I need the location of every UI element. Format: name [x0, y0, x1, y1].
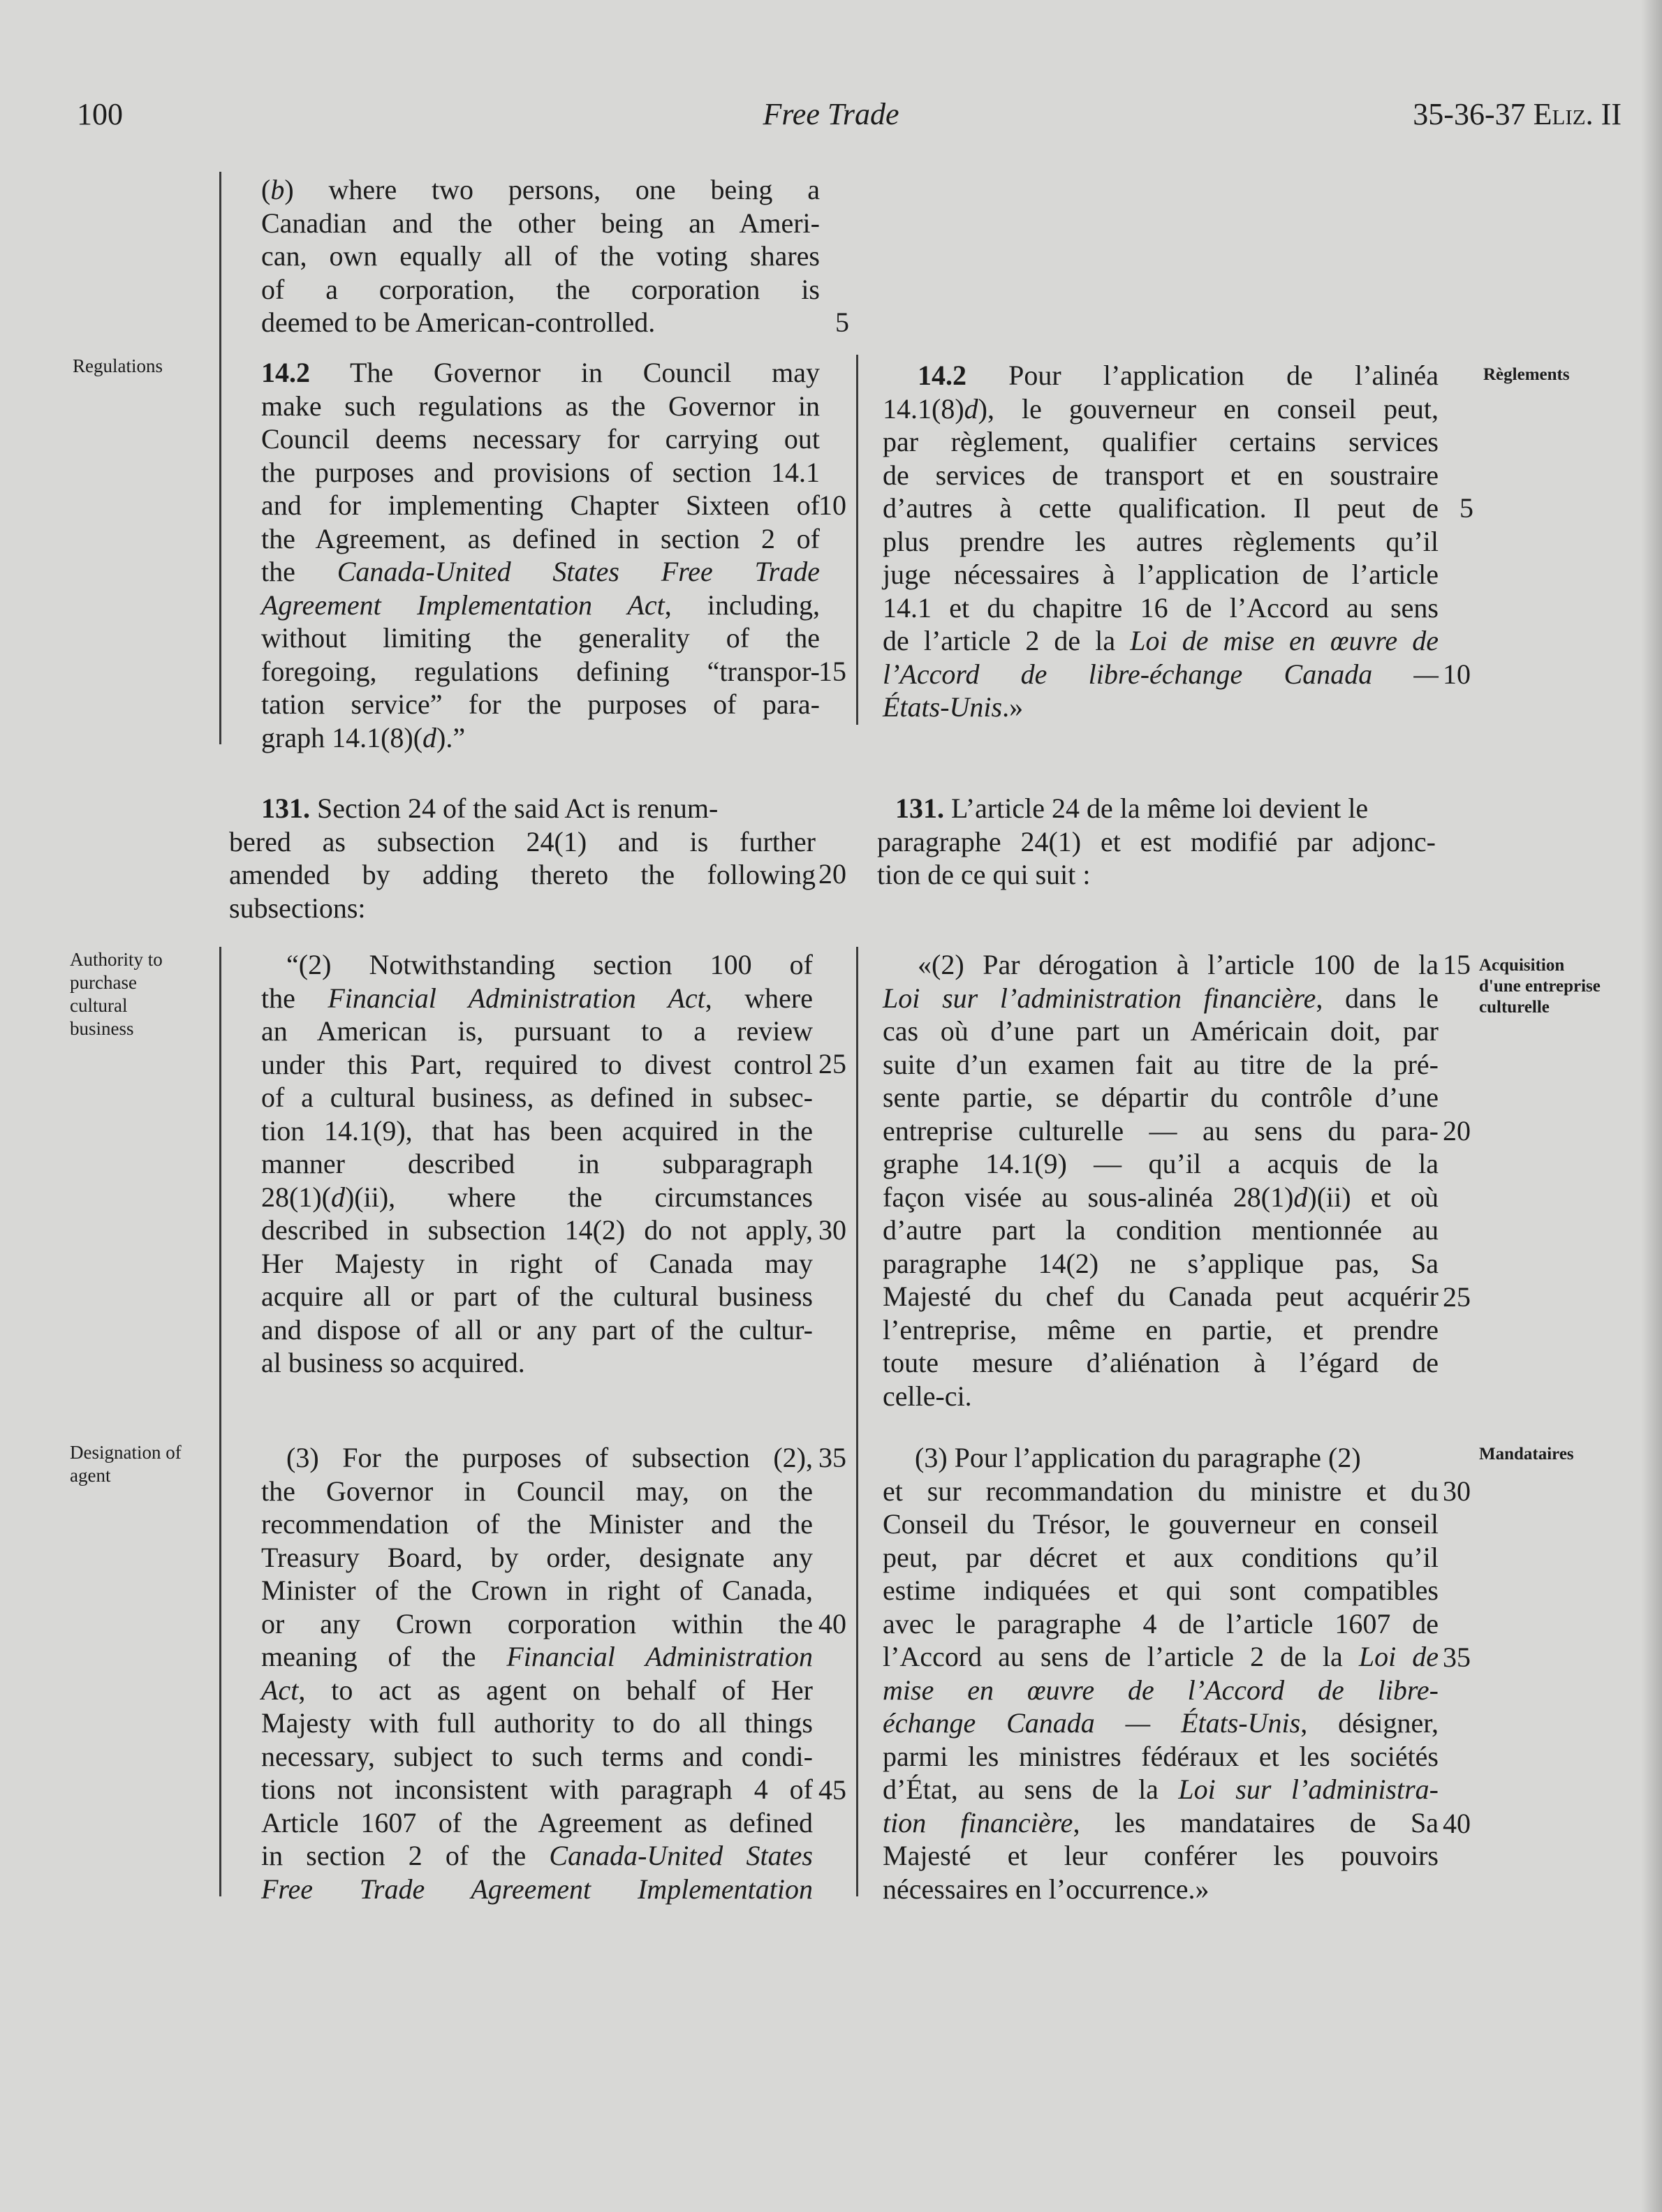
french-line-number: 40 — [1443, 1808, 1471, 1839]
french-line-number: 25 — [1443, 1281, 1471, 1313]
french-line-number: 20 — [1443, 1115, 1471, 1146]
english-line-number: 20 — [818, 858, 846, 890]
running-title: Free Trade — [763, 97, 899, 131]
margin-note-reglements: Règlements — [1483, 365, 1570, 384]
english-line-number: 10 — [818, 489, 846, 521]
page-edge-shadow — [1641, 0, 1662, 2212]
margin-note-acquisition: Acquisition d'une entreprise culturelle — [1479, 956, 1601, 1017]
english-line-number: 40 — [818, 1608, 846, 1639]
english-line-number: 25 — [818, 1048, 846, 1079]
french-section-131: 131. L’article 24 de la même loi devient le paragraphe 24(1) et est modifié par adjonc- tion de ce qui suit : — [877, 792, 1436, 890]
english-subsection-3: (3) For the purposes of subsection (2), the Governor in Council may, on the recommendation of the Minister and the Treasury Board, by order, designate any Minister of the Crown in right of Canada, or any Crown corporation within the meaning of the Financial Administration Act, to act as agent on behalf of Her Majesty with full authority to do all things necessary, subject to such terms and condi- tions not inconsistent with paragraph 4 of Article 1607 of the Agreement as defined in section 2 of the Canada-United States Free Trade Agreement Implementation — [261, 1442, 813, 1905]
margin-note-regulations: Regulations — [73, 355, 163, 376]
french-line-number: 5 — [1459, 492, 1473, 524]
french-line-number: 15 — [1443, 949, 1471, 980]
french-subsection-2: «(2) Par dérogation à l’article 100 de la Loi sur l’administration financière, dans le cas où d’une part un Américain doit, par suite d’un examen fait au titre de la pré- sente partie, se départir du contrôle d’une entreprise culturelle — au sens du para- graphe 14.1(9) — qu’il a acquis de la façon visée au sous-alinéa 28(1)d)(ii) et où d’autre part la condition mentionnée au paragraphe 14(2) ne s’applique pas, Sa Majesté du chef du Canada peut acquérir l’entreprise, même en partie, et prendre toute mesure d’aliénation à l’égard de celle-ci. — [883, 949, 1439, 1412]
french-section-14-2: 14.2 Pour l’application de l’alinéa 14.1(8)d), le gouverneur en conseil peut, par règlement, qualifier certains services de services de transport et en soustraire d’autres à cette qualification. Il peut de plus prendre les autres règlements qu’il juge nécessaires à l’application de l’article 14.1 et du chapitre 16 de l’Accord au sens de l’article 2 de la Loi de mise en œuvre de l’Accord de libre-échange Canada — États-Unis.» — [883, 360, 1439, 723]
english-subsection-2: “(2) Notwithstanding section 100 of the Financial Administration Act, where an American is, pursuant to a review under this Part, required to divest control of a cultural business, as defined in subsec- tion 14.1(9), that has been acquired in the manner described in subparagraph 28(1)(d)(ii), where the circumstances described in subsection 14(2) do not apply, Her Majesty in right of Canada may acquire all or part of the cultural business and dispose of all or any part of the cultur- al business so acquired. — [261, 949, 813, 1378]
margin-note-authority: Authority to purchase cultural business — [70, 949, 163, 1039]
english-line-number: 35 — [818, 1442, 846, 1473]
french-line-number: 10 — [1443, 658, 1471, 690]
regnal-reference: 35-36-37 Eliz. II — [1413, 97, 1621, 131]
english-line-number: 15 — [818, 656, 846, 687]
english-section-14-2: 14.2 The Governor in Council may make such regulations as the Governor in Council deems necessary for carrying out the purposes and provisions of section 14.1 and for implementing Chapter Sixteen of the Agreement, as defined in section 2 of the Canada-United States Free Trade Agreement Implementation Act, including, without limiting the generality of the foregoing, regulations defining “transpor- tation service” for the purposes of para- graph 14.1(8)(d).” — [261, 357, 820, 753]
french-left-rule-2 — [856, 947, 858, 1896]
english-section-131: 131. Section 24 of the said Act is renum- bered as subsection 24(1) and is further amended by adding thereto the following subsections: — [229, 792, 816, 924]
margin-note-designation: Designation of agent — [70, 1442, 182, 1486]
english-line-number: 5 — [835, 307, 849, 338]
english-line-number: 45 — [818, 1774, 846, 1806]
french-subsection-3: (3) Pour l’application du paragraphe (2) et sur recommandation du ministre et du Conseil du Trésor, le gouverneur en conseil peut, par décret et aux conditions qu’il estime indiquées et qui sont compatibles avec le paragraphe 4 de l’article 1607 de l’Accord au sens de l’article 2 de la Loi de mise en œuvre de l’Accord de libre- échange Canada — États-Unis, désigner, parmi les ministres fédéraux et les sociétés d’État, au sens de la Loi sur l’administra- tion financière, les mandataires de Sa Majesté et leur conférer les pouvoirs nécessaires en l’occurrence.» — [883, 1442, 1439, 1905]
english-left-rule-1 — [219, 172, 221, 744]
english-clause-b: (b) where two persons, one being a Canadian and the other being an Ameri- can, own equally all of the voting shares of a corporation, the corporation is deemed to be American-controlled. — [261, 174, 820, 338]
margin-note-mandataires: Mandataires — [1479, 1445, 1574, 1463]
page-number: 100 — [77, 97, 123, 131]
french-line-number: 35 — [1443, 1642, 1471, 1673]
english-line-number: 30 — [818, 1214, 846, 1246]
french-line-number: 30 — [1443, 1475, 1471, 1507]
french-left-rule-1 — [856, 355, 858, 725]
english-left-rule-2 — [219, 947, 221, 1896]
